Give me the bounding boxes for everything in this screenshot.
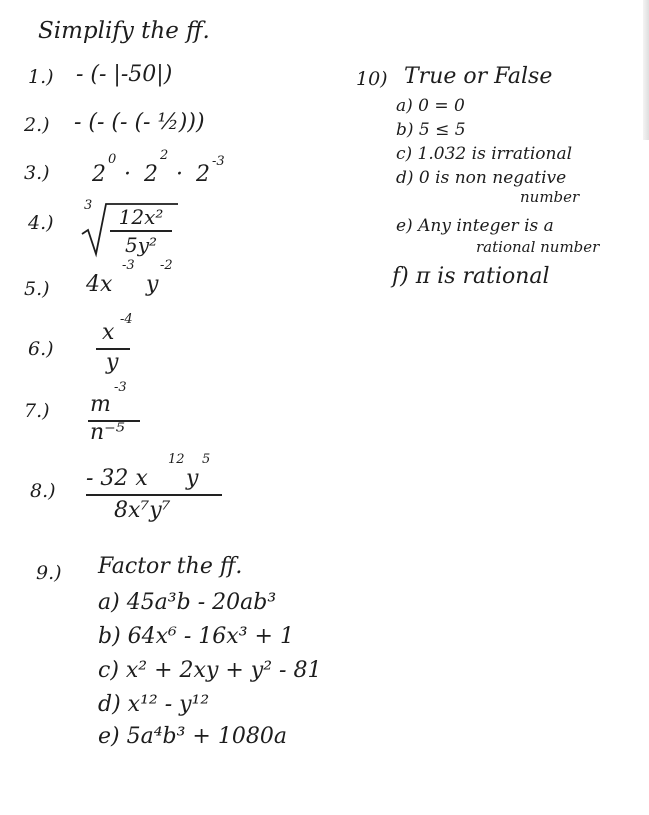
radical-denominator: 5y² <box>124 233 158 257</box>
item-3-base-2: 2 <box>144 162 158 187</box>
factor-item-b: b) 64x⁶ - 16x³ + 1 <box>98 624 294 649</box>
radical-numerator: 12x² <box>118 205 164 229</box>
item-8-numerator-exponent-x: 12 <box>168 452 185 467</box>
true-false-item-e: e) Any integer is a <box>396 216 554 236</box>
item-6-denominator: y <box>106 350 119 375</box>
item-5-y-exponent: -2 <box>160 258 173 273</box>
true-false-item-c: c) 1.032 is irrational <box>396 144 573 164</box>
item-7-numerator: m <box>90 392 111 417</box>
item-3-dot-2: · <box>176 162 183 187</box>
item-4-number: 4.) <box>28 212 54 234</box>
item-7-denominator: n⁻⁵ <box>90 420 125 445</box>
item-3-exponent-2: 2 <box>160 148 169 163</box>
item-3-base-3: 2 <box>196 162 210 187</box>
item-3-dot-1: · <box>124 162 131 187</box>
item-3-exponent-3: -3 <box>212 154 225 169</box>
item-6-fraction <box>96 312 156 375</box>
true-false-item-d: d) 0 is non negative <box>396 168 567 188</box>
item-3-exponent-1: 0 <box>108 152 117 167</box>
radical-index: 3 <box>84 198 93 213</box>
item-7-number: 7.) <box>24 400 50 422</box>
item-8-denominator: 8x⁷y⁷ <box>114 498 171 523</box>
radical-fraction-bar <box>110 230 172 232</box>
factor-item-c: c) x² + 2xy + y² - 81 <box>98 658 322 683</box>
item-10-number: 10) <box>356 68 388 90</box>
item-3-number: 3.) <box>24 162 50 184</box>
item-5-expression <box>86 258 206 302</box>
item-8-numerator: - 32 x <box>86 466 148 491</box>
item-8-numerator-y: y <box>186 466 199 491</box>
item-5-coefficient: 4x <box>86 272 113 297</box>
item-6-number: 6.) <box>28 338 54 360</box>
item-2-number: 2.) <box>24 114 50 136</box>
item-8-fraction-bar <box>86 494 222 496</box>
item-5-x-exponent: -3 <box>122 258 135 273</box>
true-false-item-e-continued: rational number <box>476 238 600 256</box>
item-5-number: 5.) <box>24 278 50 300</box>
page-edge-shadow <box>643 0 649 140</box>
worksheet-heading: Simplify the ff. <box>38 18 210 44</box>
item-2-expression: - (- (- (- ½))) <box>74 110 205 135</box>
item-7-fraction <box>88 380 158 446</box>
item-8-numerator-exponent-y: 5 <box>202 452 211 467</box>
item-8-fraction <box>86 452 246 532</box>
factor-item-a: a) 45a³b - 20ab³ <box>98 590 277 615</box>
true-false-item-d-continued: number <box>520 188 580 206</box>
factor-item-d: d) x¹² - y¹² <box>98 692 210 717</box>
item-8-number: 8.) <box>30 480 56 502</box>
true-false-title: True or False <box>404 64 553 89</box>
item-9-number: 9.) <box>36 562 62 584</box>
factor-item-e: e) 5a⁴b³ + 1080a <box>98 724 287 749</box>
item-7-numerator-exponent: -3 <box>114 380 127 395</box>
radical-fraction <box>110 206 172 256</box>
item-1-number: 1.) <box>28 66 54 88</box>
item-3-base-1: 2 <box>92 162 106 187</box>
item-5-y: y <box>146 272 159 297</box>
item-6-numerator: x <box>102 320 115 345</box>
true-false-item-f: f) π is rational <box>392 264 550 289</box>
item-6-numerator-exponent: -4 <box>120 312 133 327</box>
item-3-expression <box>92 148 252 192</box>
factor-title: Factor the ff. <box>98 554 243 579</box>
true-false-item-b: b) 5 ≤ 5 <box>396 120 466 140</box>
true-false-item-a: a) 0 = 0 <box>396 96 465 116</box>
item-1-expression: - (- |-50|) <box>76 62 173 87</box>
item-4-radical <box>80 198 180 260</box>
